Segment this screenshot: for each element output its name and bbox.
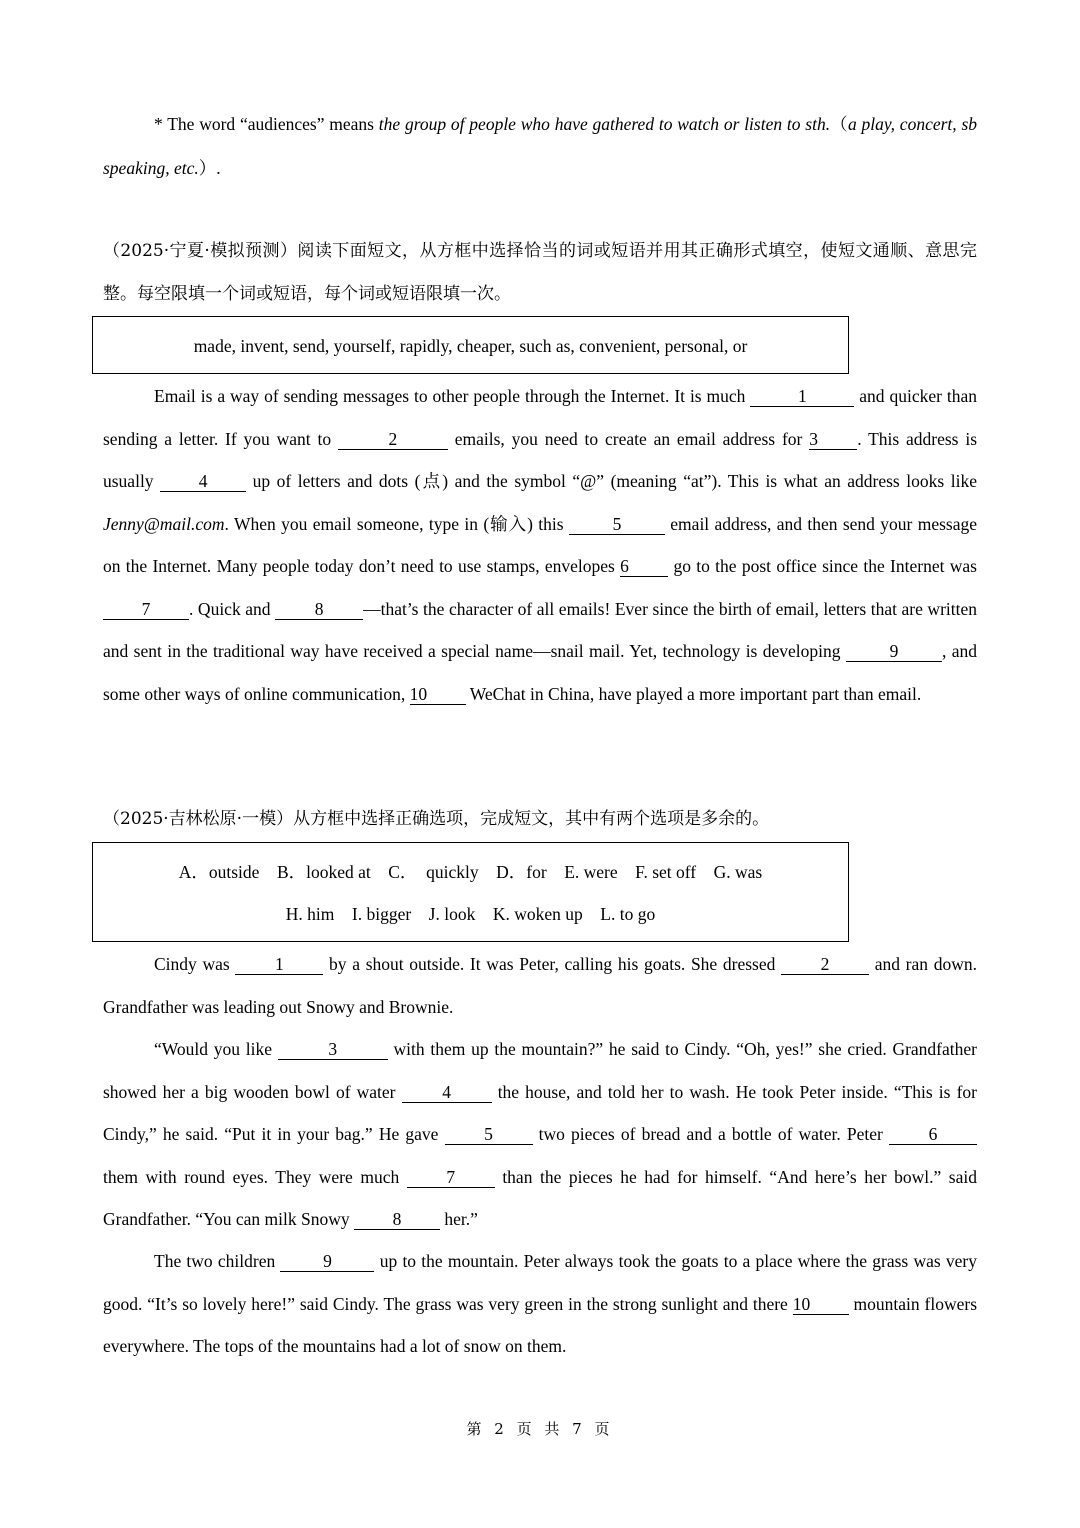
- s2-blank-8[interactable]: 8: [354, 1209, 440, 1230]
- s2-blank-2[interactable]: 2: [781, 954, 869, 975]
- passage1-text: . When you email someone, type in (输入) this: [224, 513, 569, 534]
- s2-blank-1[interactable]: 1: [235, 954, 323, 975]
- s2-blank-9[interactable]: 9: [280, 1251, 374, 1272]
- section1-word-box: [92, 316, 849, 374]
- blank-3[interactable]: 3: [809, 429, 857, 450]
- passage2-text: them with round eyes. They were much: [103, 1166, 407, 1187]
- passage1-text: , and some other ways of online communication,: [103, 641, 977, 704]
- note-paren-close: ）.: [198, 157, 221, 178]
- passage2-text: with them up the mountain?” he said to Cindy. “Oh, yes!” she cried. Grandfather showed her a big wooden bowl of water: [103, 1039, 977, 1102]
- blank-4[interactable]: 4: [160, 471, 246, 492]
- blank-7[interactable]: 7: [103, 599, 189, 620]
- passage2-text: Cindy was: [154, 954, 236, 974]
- s2-blank-10[interactable]: 10: [793, 1294, 849, 1315]
- passage1-text: go to the post office since the Internet was: [668, 556, 977, 576]
- blank-9[interactable]: 9: [846, 641, 942, 662]
- passage1-text: email address, and then send your message on the Internet. Many people today don’t need to use stamps, envelopes: [103, 513, 977, 576]
- page-footer: 第 2 页 共 7 页: [466, 1420, 614, 1438]
- word-box-text: made, invent, send, yourself, rapidly, cheaper, such as, convenient, personal, or: [193, 336, 748, 356]
- passage2-text: two pieces of bread and a bottle of water. Peter: [532, 1124, 890, 1144]
- s2-blank-4[interactable]: 4: [402, 1082, 492, 1103]
- passage1-text: and quicker than sending a letter. If you want to: [103, 386, 977, 449]
- passage1-text: Email is a way of sending messages to other people through the Internet. It is much: [154, 386, 751, 406]
- passage2-text: “Would you like: [154, 1039, 278, 1059]
- note-definition: the group of people who have gathered to watch or listen to sth.: [378, 114, 831, 134]
- passage1-text: WeChat in China, have played a more important part than email.: [465, 683, 922, 704]
- passage1-text: emails, you need to create an email address for: [447, 428, 810, 449]
- passage1-text: —that’s the character of all emails! Ever since the birth of email, letters that are written and sent in the traditional way have received a special name—snail mail. Yet, technology is developing: [103, 598, 977, 661]
- blank-8[interactable]: 8: [275, 599, 363, 620]
- options-row-2: H. him I. bigger J. look K. woken up L. to go: [285, 904, 656, 924]
- s2-blank-7[interactable]: 7: [407, 1167, 495, 1188]
- email-example: Jenny@mail.com: [103, 513, 225, 534]
- passage1-text: . Quick and: [189, 598, 276, 619]
- passage2-text: her.”: [439, 1209, 478, 1229]
- passage2-text: than the pieces he had for himself. “And here’s her bowl.” said Grandfather. “You can milk Snowy: [103, 1166, 977, 1229]
- blank-1[interactable]: 1: [750, 386, 854, 407]
- passage2-text: up to the mountain. Peter always took the goats to a place where the grass was very good. “It’s so lovely here!” said Cindy. The grass was very green in the strong sunlight and there: [103, 1251, 978, 1314]
- section1-instruction: （2025·宁夏·模拟预测）阅读下面短文，从方框中选择恰当的词或短语并用其正确形式填空，使短文通顺、意思完整。每空限填一个词或短语，每个词或短语限填一次。: [103, 241, 977, 304]
- audiences-note: [103, 103, 977, 189]
- section2-options-box: [92, 842, 849, 942]
- options-row-1: A．outside B．looked at C． quickly D．for E. were F. set off G. was: [178, 862, 763, 882]
- note-paren-text: a play, concert, sb speaking, etc.: [103, 114, 977, 178]
- passage1-text: up of letters and dots (点) and the symbol “@” (meaning “at”). This is what an address looks like: [246, 471, 977, 491]
- section2-paragraph-2: [103, 1028, 977, 1241]
- passage2-text: and ran down. Grandfather was leading out Snowy and Brownie.: [103, 954, 977, 1017]
- section1-passage: [103, 375, 977, 715]
- passage1-text: . This address is usually: [103, 428, 977, 491]
- passage2-text: the house, and told her to wash. He took Peter inside. “This is for Cindy,” he said. “Put it in your bag.” He gave: [103, 1081, 977, 1144]
- s2-blank-3[interactable]: 3: [278, 1039, 388, 1060]
- section2-paragraph-3: [103, 1240, 977, 1368]
- passage2-text: mountain flowers everywhere. The tops of the mountains had a lot of snow on them.: [103, 1293, 978, 1356]
- note-prefix: * The word “audiences” means: [154, 114, 379, 134]
- section2-paragraph-1: [103, 943, 977, 1028]
- passage2-text: The two children: [154, 1251, 281, 1271]
- section2-instruction: （2025·吉林松原·一模）从方框中选择正确选项，完成短文，其中有两个选项是多余的。: [103, 809, 770, 829]
- s2-blank-5[interactable]: 5: [445, 1124, 533, 1145]
- s2-blank-6[interactable]: 6: [889, 1124, 977, 1145]
- blank-2[interactable]: 2: [338, 429, 448, 450]
- note-paren-open: （: [830, 115, 848, 135]
- blank-6[interactable]: 6: [620, 556, 668, 577]
- passage2-text: by a shout outside. It was Peter, calling his goats. She dressed: [323, 954, 782, 974]
- blank-5[interactable]: 5: [569, 514, 665, 535]
- blank-10[interactable]: 10: [410, 684, 466, 705]
